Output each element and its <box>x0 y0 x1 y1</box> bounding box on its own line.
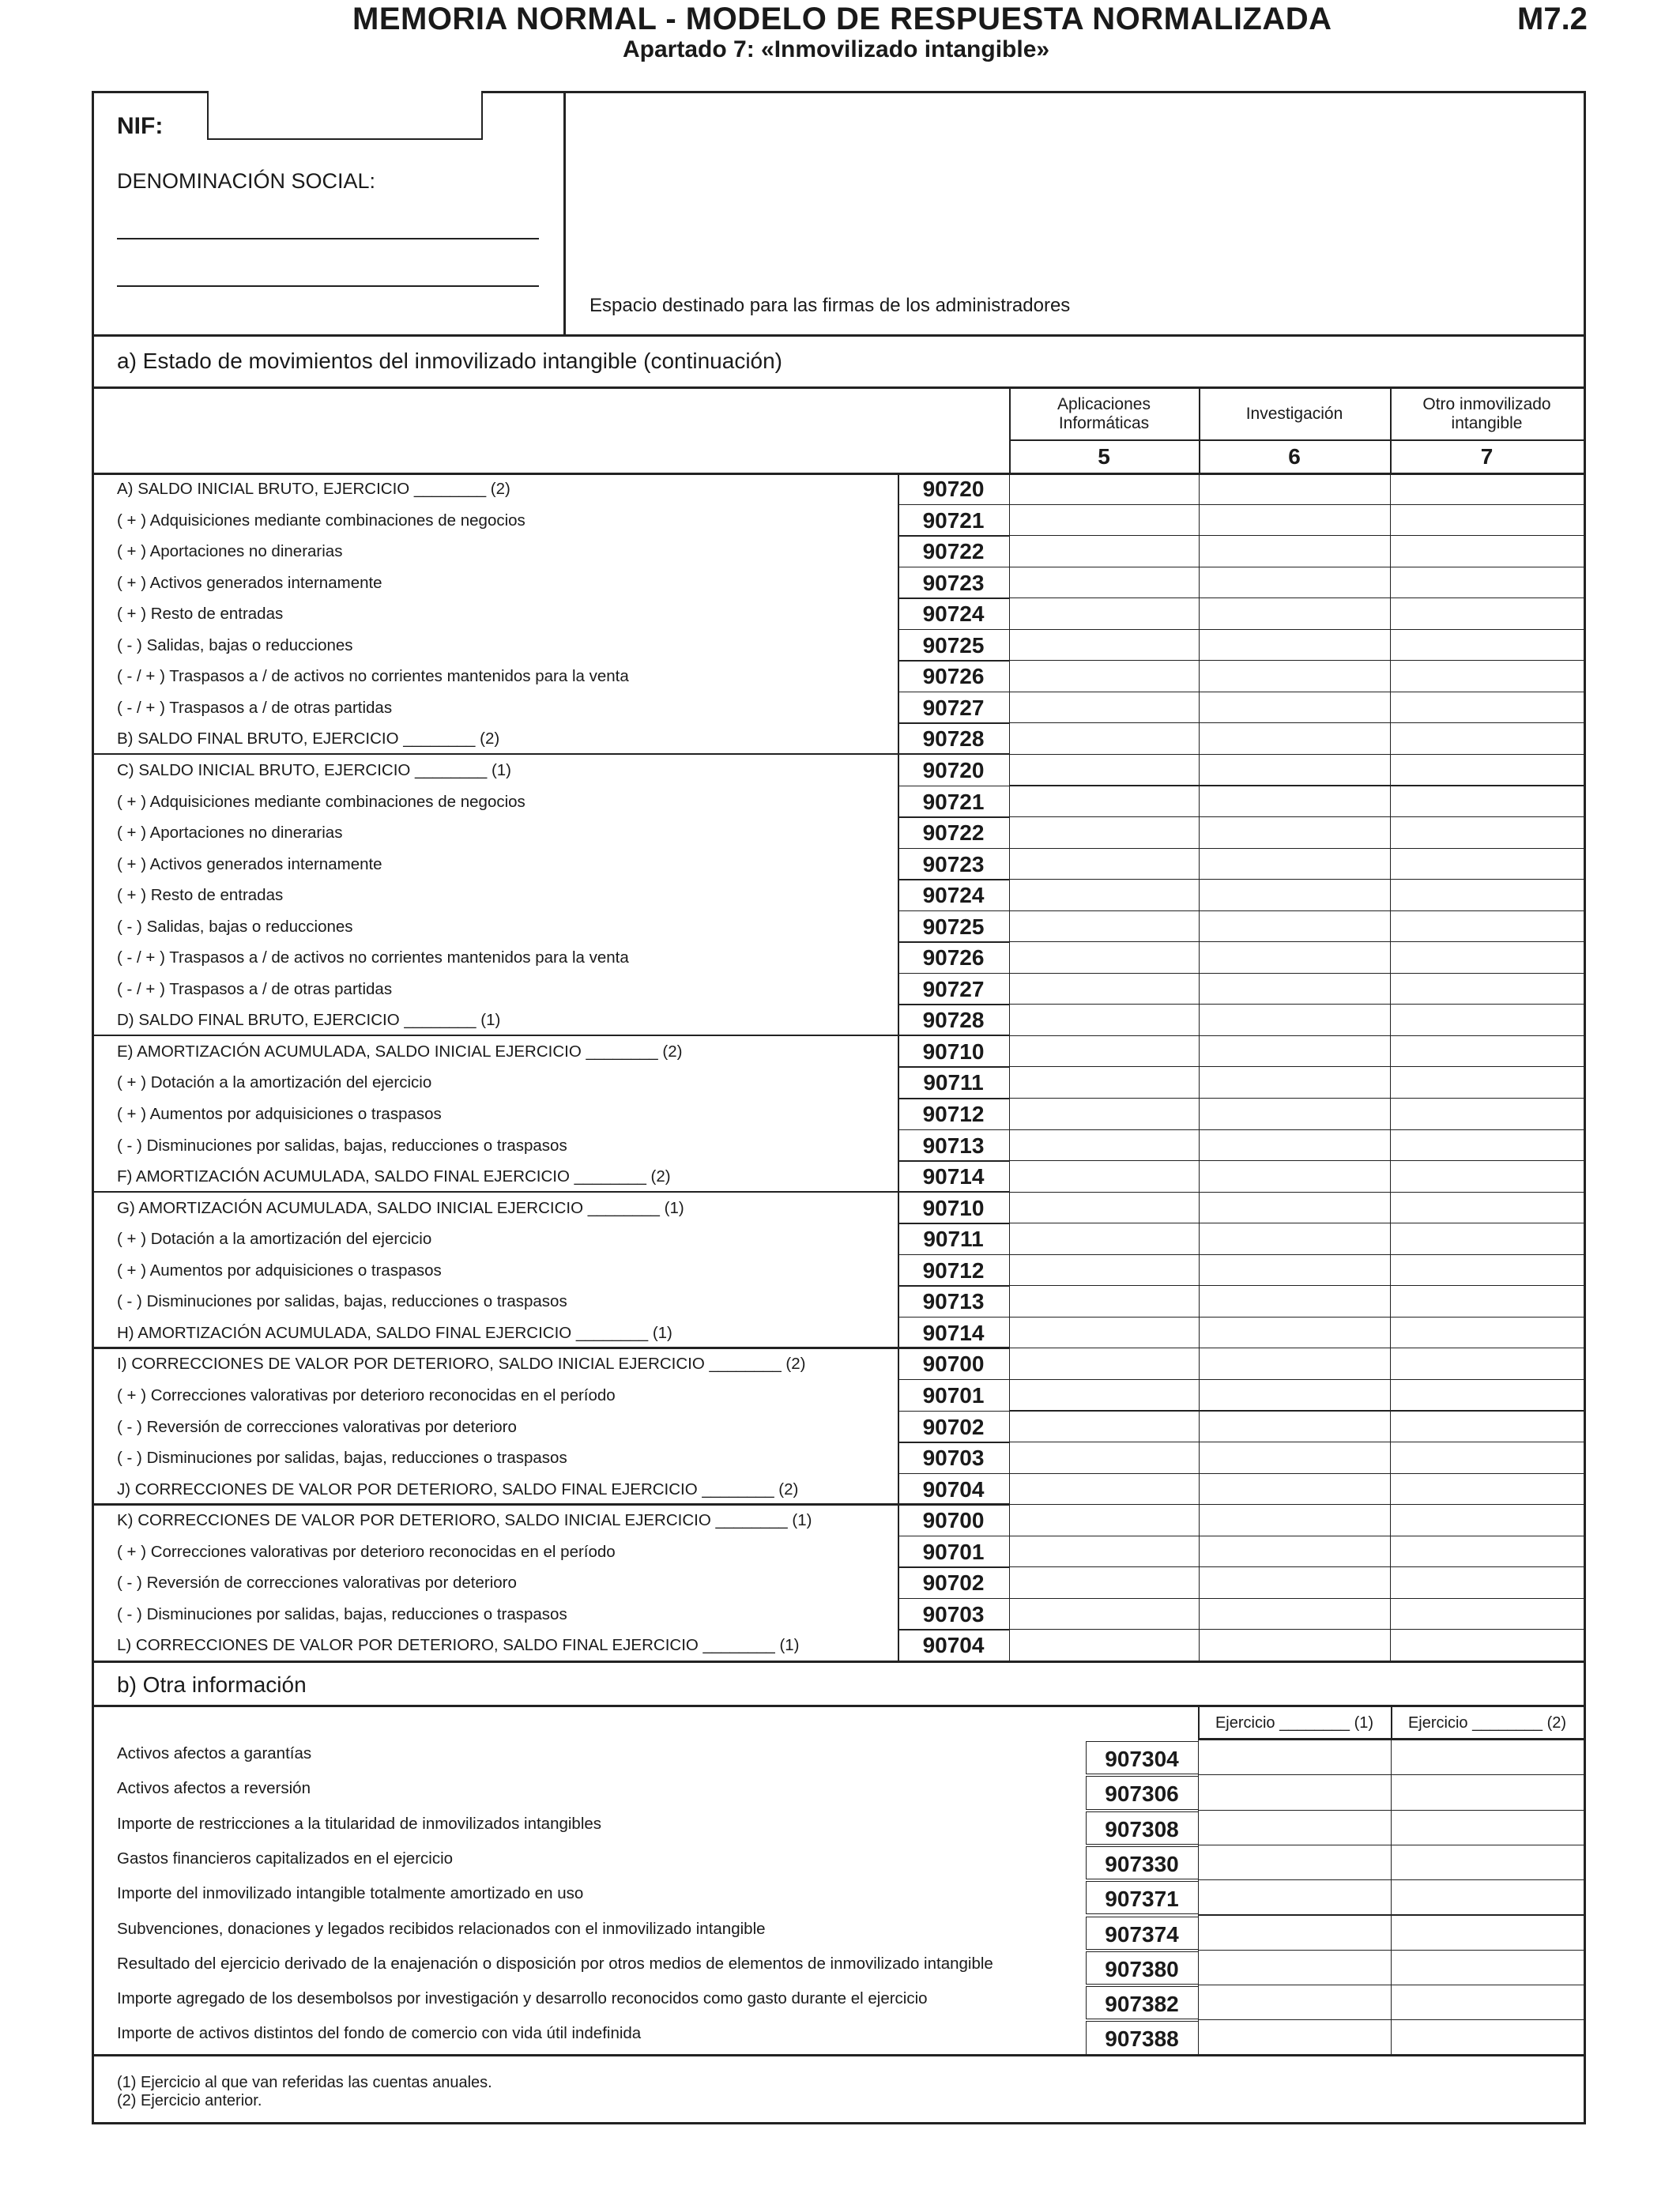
row-label: ( + ) Activos generados internamente <box>117 854 382 873</box>
row-code: 90723 <box>922 851 985 876</box>
value-cell-col6[interactable] <box>1199 535 1391 567</box>
ejercicio-value-cell-2[interactable] <box>1391 1845 1584 1880</box>
value-cell-col7[interactable] <box>1390 879 1584 911</box>
value-cell-col7[interactable] <box>1390 1285 1584 1318</box>
value-cell-col5[interactable] <box>1009 1317 1200 1349</box>
row-label: ( + ) Dotación a la amortización del ejercicio <box>117 1230 432 1249</box>
denominacion-line-2[interactable] <box>117 285 539 287</box>
other-info-label: Activos afectos a reversión <box>117 1779 311 1798</box>
value-cell-col7[interactable] <box>1390 1473 1584 1506</box>
column-header-1: Aplicaciones Informáticas <box>1057 395 1151 432</box>
code-rule <box>898 660 1009 662</box>
code-rule <box>898 973 1009 974</box>
row-code: 90711 <box>923 1227 984 1252</box>
value-cell-col7[interactable] <box>1390 1129 1584 1162</box>
code-rule <box>898 1411 1009 1412</box>
value-cell-col5[interactable] <box>1009 660 1200 692</box>
value-cell-col7[interactable] <box>1390 598 1584 630</box>
code-rule <box>898 1223 1009 1224</box>
code-rule <box>898 816 1009 818</box>
code-rule <box>898 1004 1009 1005</box>
ejercicio-value-cell-1[interactable] <box>1198 2019 1392 2055</box>
code-rule <box>898 1473 1009 1475</box>
value-cell-col7[interactable] <box>1390 848 1584 880</box>
value-cell-col5[interactable] <box>1009 598 1200 630</box>
row-code: 90703 <box>922 1446 985 1471</box>
row-code: 90728 <box>922 726 985 752</box>
value-cell-col7[interactable] <box>1390 1035 1584 1068</box>
row-label: ( - ) Salidas, bajas o reducciones <box>117 635 353 654</box>
row-code: 90721 <box>922 507 985 533</box>
section-a-title: a) Estado de movimientos del inmovilizado intangible (continuación) <box>117 349 783 373</box>
group-rule <box>92 1191 1009 1193</box>
value-cell-col5[interactable] <box>1009 535 1200 567</box>
value-cell-col6[interactable] <box>1199 879 1391 911</box>
form-code: M7.2 <box>1517 2 1588 36</box>
group-rule <box>92 1035 1009 1037</box>
row-code: 90711 <box>923 1070 984 1095</box>
other-info-code: 907380 <box>1105 1956 1179 1981</box>
row-code: 90714 <box>922 1164 985 1189</box>
row-label: ( - / + ) Traspasos a / de activos no corrientes mantenidos para la venta <box>117 948 629 967</box>
b-header-line-2 <box>1584 1707 1585 1738</box>
column-header-3: Otro inmovilizado intangible <box>1422 395 1551 432</box>
header-mid-rule <box>1009 439 1584 441</box>
value-cell-col5[interactable] <box>1009 1066 1200 1099</box>
row-code: 90714 <box>922 1320 985 1345</box>
section-b-title: b) Otra información <box>117 1672 307 1697</box>
value-cell-col6[interactable] <box>1199 1192 1391 1224</box>
value-cell-col7[interactable] <box>1390 1066 1584 1099</box>
value-cell-col5[interactable] <box>1009 1504 1200 1536</box>
row-code: 90725 <box>922 914 985 939</box>
code-rule <box>898 1285 1009 1287</box>
row-code: 90726 <box>922 945 985 971</box>
row-code: 90727 <box>922 695 985 720</box>
code-rule <box>898 567 1009 568</box>
value-cell-col6[interactable] <box>1199 1098 1391 1130</box>
code-rule <box>898 1066 1009 1068</box>
column-number-3: 7 <box>1480 444 1494 469</box>
other-info-code: 907382 <box>1105 1992 1179 2017</box>
value-cell-col5[interactable] <box>1009 473 1200 505</box>
other-info-label: Gastos financieros capitalizados en el ejercicio <box>117 1849 454 1868</box>
ejercicio-value-cell-1[interactable] <box>1198 1810 1392 1845</box>
row-code: 90720 <box>922 757 985 782</box>
row-label: B) SALDO FINAL BRUTO, EJERCICIO ________ (2) <box>117 729 500 748</box>
value-cell-col6[interactable] <box>1199 1411 1391 1443</box>
row-code: 90700 <box>922 1508 985 1533</box>
value-cell-col7[interactable] <box>1390 722 1584 755</box>
row-label: ( + ) Activos generados internamente <box>117 573 382 592</box>
other-info-label: Resultado del ejercicio derivado de la enajenación o disposición por otros medios de elementos de inmovilizado intangible <box>117 1954 993 1973</box>
value-cell-col6[interactable] <box>1199 504 1391 537</box>
b-header-line-1 <box>1391 1707 1392 1738</box>
value-cell-col6[interactable] <box>1199 1317 1391 1349</box>
ejercicio-value-cell-2[interactable] <box>1391 1915 1584 1951</box>
row-label: H) AMORTIZACIÓN ACUMULADA, SALDO FINAL EJERCICIO ________ (1) <box>117 1323 672 1342</box>
value-cell-col5[interactable] <box>1009 1285 1200 1318</box>
value-cell-col6[interactable] <box>1199 1379 1391 1412</box>
value-cell-col5[interactable] <box>1009 1473 1200 1506</box>
row-label: ( + ) Adquisiciones mediante combinaciones de negocios <box>117 792 525 811</box>
row-code: 90713 <box>922 1289 985 1314</box>
value-cell-col7[interactable] <box>1390 1566 1584 1599</box>
value-cell-col7[interactable] <box>1390 1629 1584 1661</box>
nif-label: NIF: <box>117 113 164 139</box>
column-number-1: 5 <box>1098 444 1110 469</box>
row-label: F) AMORTIZACIÓN ACUMULADA, SALDO FINAL EJERCICIO ________ (2) <box>117 1167 671 1186</box>
value-cell-col7[interactable] <box>1390 1317 1584 1349</box>
ejercicio-value-cell-1[interactable] <box>1198 1740 1392 1775</box>
value-cell-col7[interactable] <box>1390 629 1584 662</box>
row-label: ( - ) Disminuciones por salidas, bajas, reducciones o traspasos <box>117 1449 567 1468</box>
value-cell-col6[interactable] <box>1199 848 1391 880</box>
value-cell-col7[interactable] <box>1390 473 1584 505</box>
group-rule <box>92 753 1009 756</box>
value-cell-col6[interactable] <box>1199 910 1391 943</box>
value-cell-col7[interactable] <box>1390 973 1584 1005</box>
row-label: ( - ) Reversión de correcciones valorativas por deterioro <box>117 1574 517 1593</box>
group-rule <box>92 1503 1009 1506</box>
value-cell-col5[interactable] <box>1009 816 1200 849</box>
header-col-line-0 <box>1009 389 1011 473</box>
row-label: A) SALDO INICIAL BRUTO, EJERCICIO ________ (2) <box>117 480 510 498</box>
value-cell-col6[interactable] <box>1199 1598 1391 1630</box>
value-cell-col5[interactable] <box>1009 567 1200 599</box>
value-cell-col7[interactable] <box>1390 504 1584 537</box>
ejercicio-value-cell-1[interactable] <box>1198 1879 1392 1915</box>
ejercicio-value-cell-1[interactable] <box>1198 1915 1392 1951</box>
value-cell-col6[interactable] <box>1199 1254 1391 1287</box>
value-cell-col6[interactable] <box>1199 1066 1391 1099</box>
value-cell-col7[interactable] <box>1390 1536 1584 1568</box>
row-label: L) CORRECCIONES DE VALOR POR DETERIORO, SALDO FINAL EJERCICIO ________ (1) <box>117 1636 800 1655</box>
value-cell-col5[interactable] <box>1009 504 1200 537</box>
value-cell-col6[interactable] <box>1199 1504 1391 1536</box>
code-rule <box>898 1254 1009 1256</box>
other-info-label: Importe de restricciones a la titularidad de inmovilizados intangibles <box>117 1814 602 1833</box>
section-b-top-rule <box>92 1661 1586 1663</box>
other-info-code: 907330 <box>1105 1851 1179 1876</box>
row-code: 90727 <box>922 976 985 1001</box>
value-cell-col6[interactable] <box>1199 941 1391 974</box>
value-cell-col6[interactable] <box>1199 660 1391 692</box>
row-label: ( - / + ) Traspasos a / de otras partidas <box>117 698 393 717</box>
code-rule <box>898 504 1009 506</box>
row-code: 90712 <box>922 1257 985 1283</box>
value-cell-col7[interactable] <box>1390 941 1584 974</box>
value-cell-col6[interactable] <box>1199 473 1391 505</box>
value-cell-col7[interactable] <box>1390 1348 1584 1380</box>
other-info-label: Subvenciones, donaciones y legados recibidos relacionados con el inmovilizado intangible <box>117 1919 766 1938</box>
row-label: ( + ) Adquisiciones mediante combinaciones de negocios <box>117 511 525 530</box>
value-cell-col5[interactable] <box>1009 910 1200 943</box>
ejercicio-header-1: Ejercicio ________ (1) <box>1215 1713 1374 1732</box>
value-cell-col6[interactable] <box>1199 692 1391 724</box>
row-label: ( + ) Dotación a la amortización del ejercicio <box>117 1073 432 1092</box>
row-label: ( + ) Aumentos por adquisiciones o traspasos <box>117 1105 442 1123</box>
value-cell-col5[interactable] <box>1009 1192 1200 1224</box>
value-cell-col5[interactable] <box>1009 848 1200 880</box>
value-cell-col6[interactable] <box>1199 1629 1391 1661</box>
value-cell-col7[interactable] <box>1390 910 1584 943</box>
row-label: ( + ) Resto de entradas <box>117 886 284 905</box>
column-header-2: Investigación <box>1245 405 1343 423</box>
other-info-code: 907304 <box>1105 1747 1179 1771</box>
ejercicio-value-cell-1[interactable] <box>1198 1950 1392 1985</box>
value-cell-col5[interactable] <box>1009 973 1200 1005</box>
row-code: 90702 <box>922 1414 985 1439</box>
row-label: ( + ) Aportaciones no dinerarias <box>117 542 343 561</box>
value-cell-col6[interactable] <box>1199 1035 1391 1068</box>
value-cell-col7[interactable] <box>1390 786 1584 818</box>
row-code: 90700 <box>922 1351 985 1377</box>
value-cell-col6[interactable] <box>1199 567 1391 599</box>
value-cell-col5[interactable] <box>1009 692 1200 724</box>
code-rule <box>898 598 1009 599</box>
value-cell-col5[interactable] <box>1009 786 1200 818</box>
b-header-line-0 <box>1198 1707 1200 1738</box>
row-label: ( - ) Disminuciones por salidas, bajas, reducciones o traspasos <box>117 1292 567 1311</box>
code-rule <box>898 1098 1009 1099</box>
row-code: 90701 <box>922 1539 985 1564</box>
value-cell-col7[interactable] <box>1390 535 1584 567</box>
value-cell-col7[interactable] <box>1390 692 1584 724</box>
value-cell-col5[interactable] <box>1009 1566 1200 1599</box>
row-code: 90725 <box>922 632 985 658</box>
value-cell-col7[interactable] <box>1390 660 1584 692</box>
row-code: 90710 <box>922 1039 985 1064</box>
row-label: I) CORRECCIONES DE VALOR POR DETERIORO, SALDO INICIAL EJERCICIO ________ (2) <box>117 1355 806 1374</box>
code-rule <box>898 1442 1009 1443</box>
ejercicio-value-cell-1[interactable] <box>1198 1845 1392 1880</box>
value-cell-col5[interactable] <box>1009 722 1200 755</box>
value-cell-col6[interactable] <box>1199 1223 1391 1255</box>
row-label: ( - ) Salidas, bajas o reducciones <box>117 917 353 936</box>
row-code: 90723 <box>922 570 985 595</box>
value-cell-col6[interactable] <box>1199 1004 1391 1036</box>
code-rule <box>898 786 1009 787</box>
row-label: ( - / + ) Traspasos a / de otras partidas <box>117 979 393 998</box>
value-cell-col5[interactable] <box>1009 1348 1200 1380</box>
row-code: 90702 <box>922 1570 985 1596</box>
row-code: 90728 <box>922 1008 985 1033</box>
row-label: ( - ) Disminuciones por salidas, bajas, reducciones o traspasos <box>117 1604 567 1623</box>
value-cell-col7[interactable] <box>1390 1598 1584 1630</box>
value-cell-col7[interactable] <box>1390 567 1584 599</box>
value-cell-col5[interactable] <box>1009 1536 1200 1568</box>
row-code: 90704 <box>922 1633 985 1658</box>
code-rule <box>898 1536 1009 1537</box>
row-code: 90722 <box>922 539 985 564</box>
value-cell-col5[interactable] <box>1009 1223 1200 1255</box>
code-rule <box>898 879 1009 880</box>
code-rule <box>898 692 1009 693</box>
value-cell-col6[interactable] <box>1199 1285 1391 1318</box>
row-label: ( - ) Disminuciones por salidas, bajas, reducciones o traspasos <box>117 1136 567 1155</box>
header-col-line-2 <box>1390 389 1392 473</box>
value-cell-col6[interactable] <box>1199 598 1391 630</box>
row-label: ( + ) Aumentos por adquisiciones o traspasos <box>117 1261 442 1280</box>
code-rule <box>898 629 1009 631</box>
value-cell-col7[interactable] <box>1390 1442 1584 1474</box>
value-cell-col7[interactable] <box>1390 816 1584 849</box>
code-rule <box>898 848 1009 850</box>
code-rule <box>898 1160 1009 1162</box>
other-info-label: Importe del inmovilizado intangible totalmente amortizado en uso <box>117 1884 584 1903</box>
row-label: ( + ) Resto de entradas <box>117 605 284 624</box>
value-cell-col5[interactable] <box>1009 1129 1200 1162</box>
value-cell-col7[interactable] <box>1390 1160 1584 1193</box>
value-cell-col5[interactable] <box>1009 629 1200 662</box>
row-label: G) AMORTIZACIÓN ACUMULADA, SALDO INICIAL EJERCICIO ________ (1) <box>117 1198 684 1217</box>
code-rule <box>898 1129 1009 1131</box>
value-cell-col7[interactable] <box>1390 754 1584 786</box>
other-info-code: 907374 <box>1105 1921 1179 1947</box>
other-info-label: Importe de activos distintos del fondo de comercio con vida útil indefinida <box>117 2024 642 2043</box>
code-rule <box>898 1598 1009 1600</box>
value-cell-col5[interactable] <box>1009 754 1200 786</box>
value-cell-col5[interactable] <box>1009 1254 1200 1287</box>
other-info-label: Activos afectos a garantías <box>117 1744 312 1762</box>
value-cell-col7[interactable] <box>1390 1411 1584 1443</box>
row-code: 90724 <box>922 883 985 908</box>
code-rule <box>898 910 1009 912</box>
value-cell-col6[interactable] <box>1199 629 1391 662</box>
value-cell-col6[interactable] <box>1199 1473 1391 1506</box>
value-cell-col5[interactable] <box>1009 1035 1200 1068</box>
form-title: MEMORIA NORMAL - MODELO DE RESPUESTA NORMALIZADA <box>352 2 1332 36</box>
row-code: 90701 <box>922 1382 985 1408</box>
signature-area-label: Espacio destinado para las firmas de los administradores <box>590 295 1071 316</box>
header-col-line-1 <box>1199 389 1200 473</box>
value-cell-col7[interactable] <box>1390 1504 1584 1536</box>
denominacion-line-1[interactable] <box>117 238 539 239</box>
value-cell-col5[interactable] <box>1009 1160 1200 1193</box>
other-info-code: 907308 <box>1105 1816 1179 1842</box>
other-info-code: 907371 <box>1105 1887 1179 1912</box>
ejercicio-value-cell-2[interactable] <box>1391 1985 1584 2020</box>
row-code: 90704 <box>922 1476 985 1502</box>
note-2: (2) Ejercicio anterior. <box>117 2092 262 2109</box>
row-code: 90721 <box>922 789 985 814</box>
row-code: 90724 <box>922 601 985 627</box>
ejercicio-value-cell-1[interactable] <box>1198 1985 1392 2020</box>
signature-area[interactable] <box>566 93 1584 334</box>
ejercicio-value-cell-2[interactable] <box>1391 2019 1584 2055</box>
value-cell-col6[interactable] <box>1199 1129 1391 1162</box>
value-cell-col5[interactable] <box>1009 1379 1200 1412</box>
value-cell-col6[interactable] <box>1199 754 1391 786</box>
code-rule <box>898 1629 1009 1630</box>
value-cell-col5[interactable] <box>1009 1598 1200 1630</box>
value-cell-col5[interactable] <box>1009 1004 1200 1036</box>
code-col-border <box>898 473 899 1661</box>
row-code: 90722 <box>922 820 985 846</box>
row-label: C) SALDO INICIAL BRUTO, EJERCICIO ________ (1) <box>117 760 511 779</box>
value-cell-col6[interactable] <box>1199 973 1391 1005</box>
row-label: K) CORRECCIONES DE VALOR POR DETERIORO, SALDO INICIAL EJERCICIO ________ (1) <box>117 1511 812 1530</box>
row-label: E) AMORTIZACIÓN ACUMULADA, SALDO INICIAL EJERCICIO ________ (2) <box>117 1042 683 1061</box>
ejercicio-value-cell-2[interactable] <box>1391 1950 1584 1985</box>
nif-input[interactable] <box>207 91 483 140</box>
row-label: ( - / + ) Traspasos a / de activos no corrientes mantenidos para la venta <box>117 667 629 686</box>
row-code: 90712 <box>922 1102 985 1126</box>
value-cell-col5[interactable] <box>1009 1629 1200 1661</box>
value-cell-col5[interactable] <box>1009 941 1200 974</box>
section-a-top-rule <box>92 334 1586 337</box>
value-cell-col6[interactable] <box>1199 816 1391 849</box>
value-cell-col6[interactable] <box>1199 722 1391 755</box>
form-subtitle: Apartado 7: «Inmovilizado intangible» <box>623 36 1050 62</box>
value-cell-col7[interactable] <box>1390 1223 1584 1255</box>
value-cell-col5[interactable] <box>1009 879 1200 911</box>
other-info-code: 907388 <box>1105 2026 1179 2052</box>
other-info-code: 907306 <box>1105 1781 1179 1807</box>
value-cell-col7[interactable] <box>1390 1254 1584 1287</box>
row-code: 90703 <box>922 1601 985 1627</box>
value-cell-col6[interactable] <box>1199 1536 1391 1568</box>
code-rule <box>898 1317 1009 1318</box>
code-rule <box>898 1566 1009 1568</box>
column-number-2: 6 <box>1288 444 1301 469</box>
row-code: 90713 <box>922 1133 985 1158</box>
code-rule <box>898 1379 1009 1381</box>
ejercicio-header-2: Ejercicio ________ (2) <box>1407 1713 1567 1732</box>
row-label: J) CORRECCIONES DE VALOR POR DETERIORO, SALDO FINAL EJERCICIO ________ (2) <box>117 1480 799 1498</box>
value-cell-col5[interactable] <box>1009 1411 1200 1443</box>
value-cell-col6[interactable] <box>1199 1160 1391 1193</box>
ejercicio-value-cell-2[interactable] <box>1391 1774 1584 1810</box>
code-rule <box>898 535 1009 537</box>
notes-rule <box>92 2054 1586 2056</box>
row-label: ( + ) Correcciones valorativas por deterioro reconocidas en el período <box>117 1385 616 1404</box>
value-cell-col7[interactable] <box>1390 1192 1584 1224</box>
value-cell-col5[interactable] <box>1009 1442 1200 1474</box>
value-cell-col7[interactable] <box>1390 1004 1584 1036</box>
value-cell-col6[interactable] <box>1199 786 1391 818</box>
code-rule <box>898 722 1009 724</box>
ejercicio-value-cell-2[interactable] <box>1391 1879 1584 1915</box>
denominacion-label: DENOMINACIÓN SOCIAL: <box>117 169 376 193</box>
value-cell-col6[interactable] <box>1199 1348 1391 1380</box>
code-rule <box>898 941 1009 943</box>
value-cell-col6[interactable] <box>1199 1566 1391 1599</box>
value-cell-col6[interactable] <box>1199 1442 1391 1474</box>
other-info-label: Importe agregado de los desembolsos por investigación y desarrollo reconocidos como gasto durante el ejercicio <box>117 1989 928 2008</box>
ejercicio-value-cell-2[interactable] <box>1391 1740 1584 1775</box>
group-rule <box>92 1347 1009 1349</box>
row-label: ( + ) Aportaciones no dinerarias <box>117 824 343 843</box>
value-cell-col7[interactable] <box>1390 1379 1584 1412</box>
row-code: 90726 <box>922 664 985 689</box>
value-cell-col5[interactable] <box>1009 1098 1200 1130</box>
row-code: 90720 <box>922 477 985 501</box>
note-1: (1) Ejercicio al que van referidas las cuentas anuales. <box>117 2074 492 2091</box>
value-cell-col7[interactable] <box>1390 1098 1584 1130</box>
ejercicio-value-cell-1[interactable] <box>1198 1774 1392 1810</box>
row-label: ( - ) Reversión de correcciones valorativas por deterioro <box>117 1417 517 1436</box>
row-label: ( + ) Correcciones valorativas por deterioro reconocidas en el período <box>117 1542 616 1561</box>
ejercicio-value-cell-2[interactable] <box>1391 1810 1584 1845</box>
row-label: D) SALDO FINAL BRUTO, EJERCICIO ________ (1) <box>117 1011 501 1030</box>
row-code: 90710 <box>922 1195 985 1220</box>
